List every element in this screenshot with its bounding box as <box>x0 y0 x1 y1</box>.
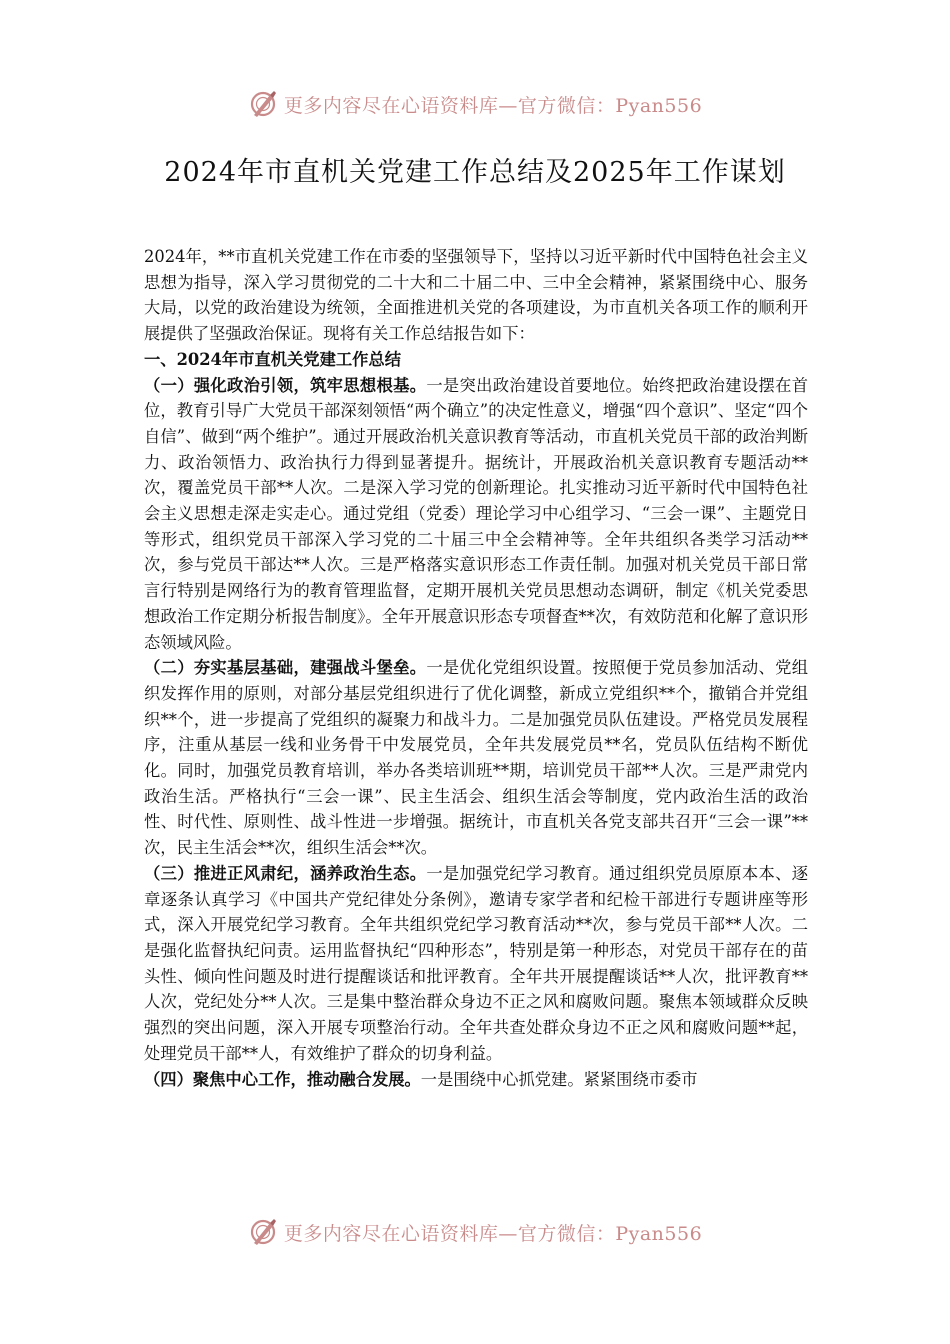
paragraph-1 <box>144 373 808 656</box>
paragraph-1-heading: （一）强化政治引领，筑牢思想根基。 <box>144 375 427 395</box>
footer-watermark <box>0 1212 950 1252</box>
brush-pen-logo-icon <box>248 89 278 119</box>
paragraph-2-body: 一是优化党组织设置。按照便于党员参加活动、党组织发挥作用的原则，对部分基层党组织进行了优化调整，新成立党组织**个，撤销合并党组织**个，进一步提高了党组织的凝聚力和战斗力。二是加强党员队伍建设。严格党员发展程序，注重从基层一线和业务骨干中发展党员，全年共发展党员**名，党员队伍结构不断优化。同时，加强党员教育培训，举办各类培训班**期，培训党员干部**人次。三是严肃党内政治生活。严格执行“三会一课”、民主生活会、组织生活会等制度，党内政治生活的政治性、时代性、原则性、战斗性进一步增强。据统计，市直机关各党支部共召开“三会一课”**次，民主生活会**次，组织生活会**次。 <box>144 658 808 858</box>
paragraph-3-heading: （三）推进正风肃纪，涵养政治生态。 <box>144 863 427 883</box>
intro-paragraph <box>144 244 808 347</box>
header-watermark <box>0 84 950 124</box>
paragraph-4 <box>144 1067 808 1093</box>
watermark-text: 更多内容尽在心语资料库—官方微信：Pyan556 <box>283 1222 703 1245</box>
paragraph-3 <box>144 861 808 1067</box>
paragraph-2-heading: （二）夯实基层基础，建强战斗堡垒。 <box>144 658 427 678</box>
brush-pen-logo-icon <box>248 1217 278 1247</box>
paragraph-4-heading: （四）聚焦中心工作，推动融合发展。 <box>144 1069 421 1089</box>
paragraph-3-body: 一是加强党纪学习教育。通过组织党员原原本本、逐章逐条认真学习《中国共产党纪律处分条例》，邀请专家学者和纪检干部进行专题讲座等形式，深入开展党纪学习教育。全年共组织党纪学习教育活动**次，参与党员干部**人次。二是强化监督执纪问责。运用监督执纪“四种形态”，特别是第一种形态，对党员干部存在的苗头性、倾向性问题及时进行提醒谈话和批评教育。全年共开展提醒谈话**人次，批评教育**人次，党纪处分**人次。三是集中整治群众身边不正之风和腐败问题。聚焦本领域群众反映强烈的突出问题，深入开展专项整治行动。全年共查处群众身边不正之风和腐败问题**起，处理党员干部**人，有效维护了群众的切身利益。 <box>144 863 808 1063</box>
watermark-text: 更多内容尽在心语资料库—官方微信：Pyan556 <box>283 94 703 117</box>
section-heading: 一、2024年市直机关党建工作总结 <box>144 349 401 369</box>
paragraph-2 <box>144 655 808 861</box>
document-title: 2024年市直机关党建工作总结及2025年工作谋划 <box>164 157 786 188</box>
paragraph-4-body: 一是围绕中心抓党建。紧紧围绕市委市 <box>420 1069 698 1089</box>
paragraph-1-body: 一是突出政治建设首要地位。始终把政治建设摆在首位，教育引导广大党员干部深刻领悟“两个确立”的决定性意义，增强“四个意识”、坚定“四个自信”、做到“两个维护”。通过开展政治机关意识教育等活动，市直机关党员干部的政治判断力、政治领悟力、政治执行力得到显著提升。据统计，开展政治机关意识教育专题活动**次，覆盖党员干部**人次。二是深入学习党的创新理论。扎实推动习近平新时代中国特色社会主义思想走深走实走心。通过党组（党委）理论学习中心组学习、“三会一课”、主题党日等形式，组织党员干部深入学习党的二十届三中全会精神等。全年共组织各类学习活动**次，参与党员干部达**人次。三是严格落实意识形态工作责任制。加强对机关党员干部日常言行特别是网络行为的教育管理监督，定期开展机关党员思想动态调研，制定《机关党委思想政治工作定期分析报告制度》。全年开展意识形态专项督查**次，有效防范和化解了意识形态领域风险。 <box>144 375 808 652</box>
intro-text: 2024年，**市直机关党建工作在市委的坚强领导下，坚持以习近平新时代中国特色社会主义思想为指导，深入学习贯彻党的二十大和二十届二中、三中全会精神，紧紧围绕中心、服务大局，以党的政治建设为统领，全面推进机关党的各项建设，为市直机关各项工作的顺利开展提供了坚强政治保证。现将有关工作总结报告如下： <box>144 247 808 344</box>
document-body <box>144 244 808 1092</box>
